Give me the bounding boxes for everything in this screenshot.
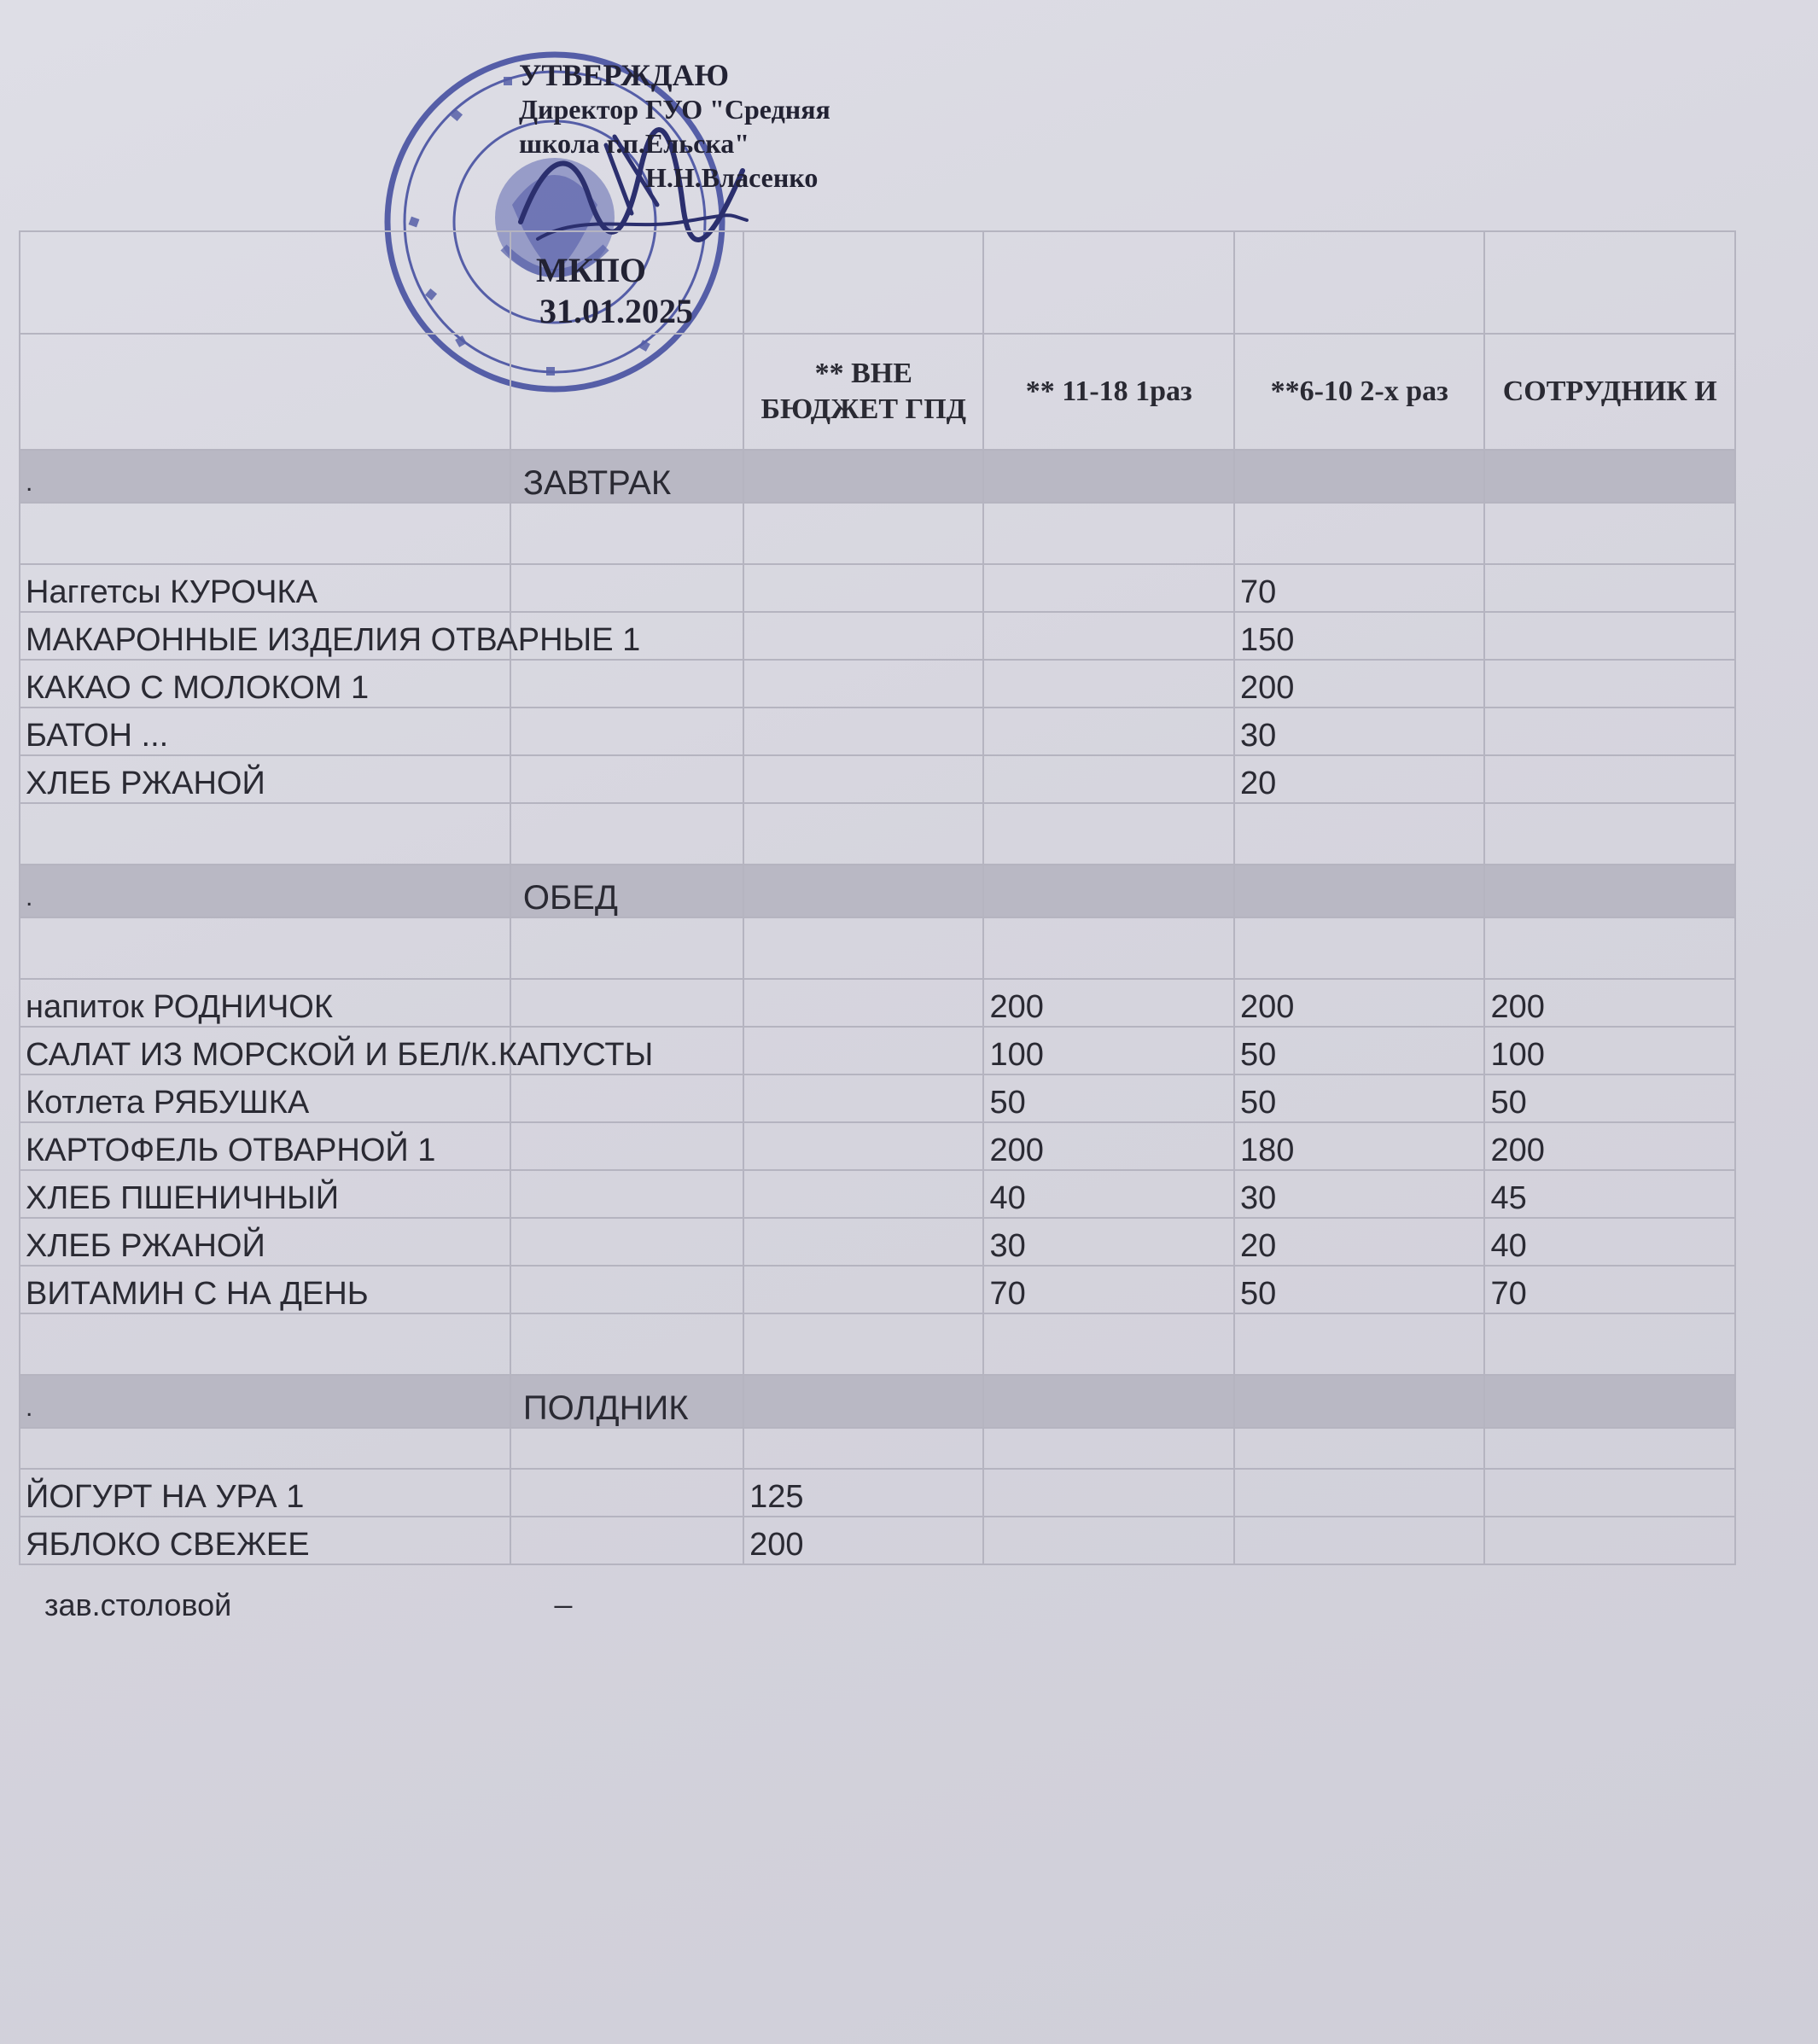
- qty-6-10: 50: [1234, 1074, 1485, 1122]
- qty-11-18: [983, 1469, 1234, 1517]
- qty-6-10: 180: [1234, 1122, 1485, 1170]
- table-row: [20, 1122, 1735, 1170]
- signature-label: зав.столовой: [44, 1587, 232, 1622]
- column-header-vne-budget: ** ВНЕ БЮДЖЕТ ГПД: [743, 334, 983, 450]
- table-row: [20, 660, 1735, 708]
- spacer-row: [20, 503, 1735, 564]
- dish-name: КАКАО С МОЛОКОМ 1: [20, 660, 510, 708]
- table-row: [20, 1469, 1735, 1517]
- qty-6-10: 50: [1234, 1027, 1485, 1074]
- qty-vne: [743, 1266, 983, 1313]
- qty-6-10: 20: [1234, 755, 1485, 803]
- qty-staff: [1484, 708, 1735, 755]
- qty-vne: [743, 564, 983, 612]
- qty-6-10: 150: [1234, 612, 1485, 660]
- dish-name: ХЛЕБ ПШЕНИЧНЫЙ: [20, 1170, 510, 1218]
- qty-vne: [743, 1218, 983, 1266]
- table-top-grid: [20, 231, 1735, 334]
- qty-staff: [1484, 1517, 1735, 1564]
- qty-staff: 200: [1484, 979, 1735, 1027]
- qty-6-10: [1234, 1517, 1485, 1564]
- qty-vne: 200: [743, 1517, 983, 1564]
- table-row: [20, 564, 1735, 612]
- qty-vne: [743, 1027, 983, 1074]
- dish-name: Котлета РЯБУШКА: [20, 1074, 510, 1122]
- dish-name: напиток РОДНИЧОК: [20, 979, 510, 1027]
- table-row: [20, 979, 1735, 1027]
- dish-name: ВИТАМИН С НА ДЕНЬ: [20, 1266, 510, 1313]
- qty-staff: 50: [1484, 1074, 1735, 1122]
- section-row-snack: [20, 1375, 1735, 1428]
- spacer-row: [20, 1313, 1735, 1375]
- table-row: [20, 1170, 1735, 1218]
- qty-11-18: 100: [983, 1027, 1234, 1074]
- qty-vne: [743, 755, 983, 803]
- spacer-row: [20, 1428, 1735, 1469]
- qty-11-18: [983, 755, 1234, 803]
- section-title-snack: ПОЛДНИК: [510, 1375, 743, 1428]
- column-header-age-6-10: **6-10 2-х раз: [1234, 334, 1485, 450]
- spacer-row: [20, 803, 1735, 865]
- qty-6-10: 200: [1234, 660, 1485, 708]
- qty-vne: [743, 660, 983, 708]
- qty-11-18: [983, 564, 1234, 612]
- table-row: [20, 755, 1735, 803]
- qty-11-18: [983, 612, 1234, 660]
- section-title-lunch: ОБЕД: [510, 865, 743, 917]
- document-name: МКПО: [536, 251, 646, 289]
- dish-name: КАРТОФЕЛЬ ОТВАРНОЙ 1: [20, 1122, 510, 1170]
- qty-6-10: 20: [1234, 1218, 1485, 1266]
- qty-vne: [743, 1074, 983, 1122]
- qty-6-10: 30: [1234, 708, 1485, 755]
- dish-name: ЯБЛОКО СВЕЖЕЕ: [20, 1517, 510, 1564]
- dish-name: ХЛЕБ РЖАНОЙ: [20, 1218, 510, 1266]
- qty-vne: [743, 612, 983, 660]
- qty-11-18: [983, 660, 1234, 708]
- approval-title: УТВЕРЖДАЮ: [519, 58, 730, 92]
- qty-staff: 40: [1484, 1218, 1735, 1266]
- approval-school-line: школа г.п.Ельска": [519, 128, 750, 159]
- menu-table: [19, 230, 1736, 1565]
- qty-6-10: 30: [1234, 1170, 1485, 1218]
- qty-11-18: 40: [983, 1170, 1234, 1218]
- qty-vne: [743, 979, 983, 1027]
- qty-6-10: 50: [1234, 1266, 1485, 1313]
- qty-11-18: 200: [983, 979, 1234, 1027]
- table-row: [20, 1218, 1735, 1266]
- section-row-lunch: [20, 865, 1735, 917]
- signature-dash: _: [555, 1574, 573, 1609]
- dish-name: МАКАРОННЫЕ ИЗДЕЛИЯ ОТВАРНЫЕ 1: [20, 612, 510, 660]
- qty-vne: [743, 708, 983, 755]
- spacer-row: [20, 917, 1735, 979]
- qty-11-18: [983, 708, 1234, 755]
- table-row: [20, 612, 1735, 660]
- qty-vne: [743, 1122, 983, 1170]
- table-row: [20, 1517, 1735, 1564]
- section-marker: .: [20, 1375, 510, 1428]
- qty-11-18: 200: [983, 1122, 1234, 1170]
- dish-name: ЙОГУРТ НА УРА 1: [20, 1469, 510, 1517]
- qty-staff: 70: [1484, 1266, 1735, 1313]
- section-row-breakfast: [20, 450, 1735, 503]
- approval-director-name: Н.Н.Власенко: [645, 162, 819, 193]
- section-marker: .: [20, 450, 510, 503]
- document-date: 31.01.2025: [539, 292, 693, 330]
- qty-staff: [1484, 612, 1735, 660]
- qty-11-18: 50: [983, 1074, 1234, 1122]
- table-row: [20, 1074, 1735, 1122]
- qty-6-10: 70: [1234, 564, 1485, 612]
- qty-11-18: 70: [983, 1266, 1234, 1313]
- qty-11-18: 30: [983, 1218, 1234, 1266]
- qty-6-10: [1234, 1469, 1485, 1517]
- dish-name: САЛАТ ИЗ МОРСКОЙ И БЕЛ/К.КАПУСТЫ: [20, 1027, 510, 1074]
- table-row: [20, 708, 1735, 755]
- section-title-breakfast: ЗАВТРАК: [510, 450, 743, 503]
- section-marker: .: [20, 865, 510, 917]
- qty-staff: [1484, 660, 1735, 708]
- dish-name: ХЛЕБ РЖАНОЙ: [20, 755, 510, 803]
- qty-staff: [1484, 755, 1735, 803]
- table-row: [20, 1027, 1735, 1074]
- qty-staff: 45: [1484, 1170, 1735, 1218]
- qty-staff: 100: [1484, 1027, 1735, 1074]
- table-row: [20, 1266, 1735, 1313]
- approval-director-line: Директор ГУО "Средняя: [519, 94, 830, 125]
- column-header-staff: СОТРУДНИК И: [1484, 334, 1735, 450]
- table-header: [20, 334, 1735, 450]
- qty-staff: [1484, 564, 1735, 612]
- qty-staff: [1484, 1469, 1735, 1517]
- qty-6-10: 200: [1234, 979, 1485, 1027]
- qty-11-18: [983, 1517, 1234, 1564]
- qty-vne: [743, 1170, 983, 1218]
- qty-vne: 125: [743, 1469, 983, 1517]
- qty-staff: 200: [1484, 1122, 1735, 1170]
- approval-block: [519, 58, 963, 330]
- column-header-age-11-18: ** 11-18 1раз: [983, 334, 1234, 450]
- dish-name: Наггетсы КУРОЧКА: [20, 564, 510, 612]
- dish-name: БАТОН ...: [20, 708, 510, 755]
